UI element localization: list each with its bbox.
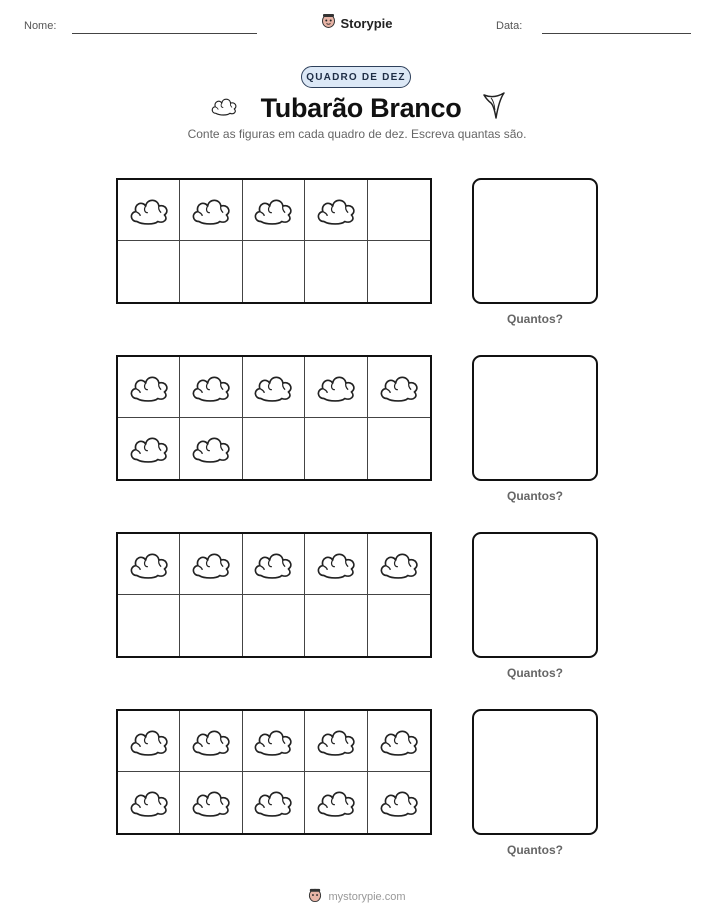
ten-frame-cell (368, 595, 430, 656)
answer-prompt-2: Quantos? (507, 489, 563, 503)
cloud-icon (127, 432, 171, 465)
cloud-icon (127, 786, 171, 819)
name-label: Nome: (24, 20, 57, 32)
ten-frame-cell (305, 534, 367, 595)
cloud-icon (251, 371, 295, 404)
title-row (0, 92, 714, 125)
ten-frame-cell (118, 180, 180, 241)
cloud-icon (251, 786, 295, 819)
ten-frame-cell (180, 772, 242, 833)
ten-frame-cell (118, 534, 180, 595)
answer-prompt-4: Quantos? (507, 843, 563, 857)
ten-frame-cell (368, 357, 430, 418)
instructions: Conte as figuras em cada quadro de dez. Escreva quantas são. (187, 127, 527, 141)
cloud-icon (377, 371, 421, 404)
ten-frame-cell (243, 180, 305, 241)
answer-box-4[interactable] (472, 709, 598, 835)
ten-frame-cell (180, 241, 242, 302)
cloud-icon (314, 371, 358, 404)
ten-frame-cell (180, 357, 242, 418)
cloud-icon (209, 95, 239, 122)
cloud-icon (189, 725, 233, 758)
cloud-icon (127, 194, 171, 227)
ten-frame-cell (243, 595, 305, 656)
cloud-icon (189, 786, 233, 819)
ten-frame-cell (118, 711, 180, 772)
ten-frame-cell (243, 534, 305, 595)
ten-frame-cell (118, 595, 180, 656)
storypie-mascot-icon (308, 887, 322, 906)
shark-tooth-icon (483, 92, 505, 125)
ten-frame-3 (116, 532, 432, 658)
ten-frame-cell (180, 595, 242, 656)
brand-name: Storypie (340, 15, 393, 31)
ten-frame-cell (243, 711, 305, 772)
date-label: Data: (496, 20, 523, 32)
storypie-mascot-icon (321, 12, 336, 34)
ten-frame-cell (305, 772, 367, 833)
cloud-icon (189, 194, 233, 227)
ten-frame-cell (305, 418, 367, 479)
answer-box-2[interactable] (472, 355, 598, 481)
ten-frame-cell (180, 418, 242, 479)
ten-frame-cell (243, 357, 305, 418)
footer-url[interactable]: mystorypie.com (328, 890, 406, 903)
ten-frame-cell (180, 711, 242, 772)
cloud-icon (377, 786, 421, 819)
ten-frame-cell (305, 711, 367, 772)
cloud-icon (314, 786, 358, 819)
ten-frame-cell (118, 772, 180, 833)
ten-frame-cell (305, 180, 367, 241)
footer (0, 887, 714, 906)
answer-prompt-1: Quantos? (507, 312, 563, 326)
ten-frame-cell (118, 241, 180, 302)
cloud-icon (127, 371, 171, 404)
answer-prompt-3: Quantos? (507, 666, 563, 680)
ten-frame-cell (368, 772, 430, 833)
ten-frame-cell (243, 241, 305, 302)
ten-frame-2 (116, 355, 432, 481)
page-title: Tubarão Branco (260, 93, 462, 123)
cloud-icon (314, 725, 358, 758)
ten-frame-cell (180, 534, 242, 595)
date-line[interactable] (542, 33, 691, 34)
ten-frame-cell (368, 180, 430, 241)
cloud-icon (127, 725, 171, 758)
ten-frame-cell (305, 241, 367, 302)
ten-frame-cell (118, 357, 180, 418)
answer-box-3[interactable] (472, 532, 598, 658)
ten-frame-cell (368, 711, 430, 772)
ten-frame-cell (180, 180, 242, 241)
cloud-icon (189, 371, 233, 404)
ten-frame-cell (243, 772, 305, 833)
ten-frame-cell (368, 534, 430, 595)
cloud-icon (189, 548, 233, 581)
worksheet-type-badge: QUADRO DE DEZ (301, 66, 411, 88)
cloud-icon (377, 548, 421, 581)
ten-frame-1 (116, 178, 432, 304)
brand-logo (0, 12, 714, 34)
ten-frame-cell (368, 418, 430, 479)
cloud-icon (127, 548, 171, 581)
cloud-icon (251, 194, 295, 227)
ten-frame-cell (118, 418, 180, 479)
ten-frame-cell (368, 241, 430, 302)
cloud-icon (314, 548, 358, 581)
ten-frame-cell (305, 357, 367, 418)
ten-frame-4 (116, 709, 432, 835)
cloud-icon (377, 725, 421, 758)
cloud-icon (314, 194, 358, 227)
cloud-icon (189, 432, 233, 465)
ten-frame-cell (243, 418, 305, 479)
answer-box-1[interactable] (472, 178, 598, 304)
cloud-icon (251, 548, 295, 581)
ten-frame-cell (305, 595, 367, 656)
cloud-icon (251, 725, 295, 758)
